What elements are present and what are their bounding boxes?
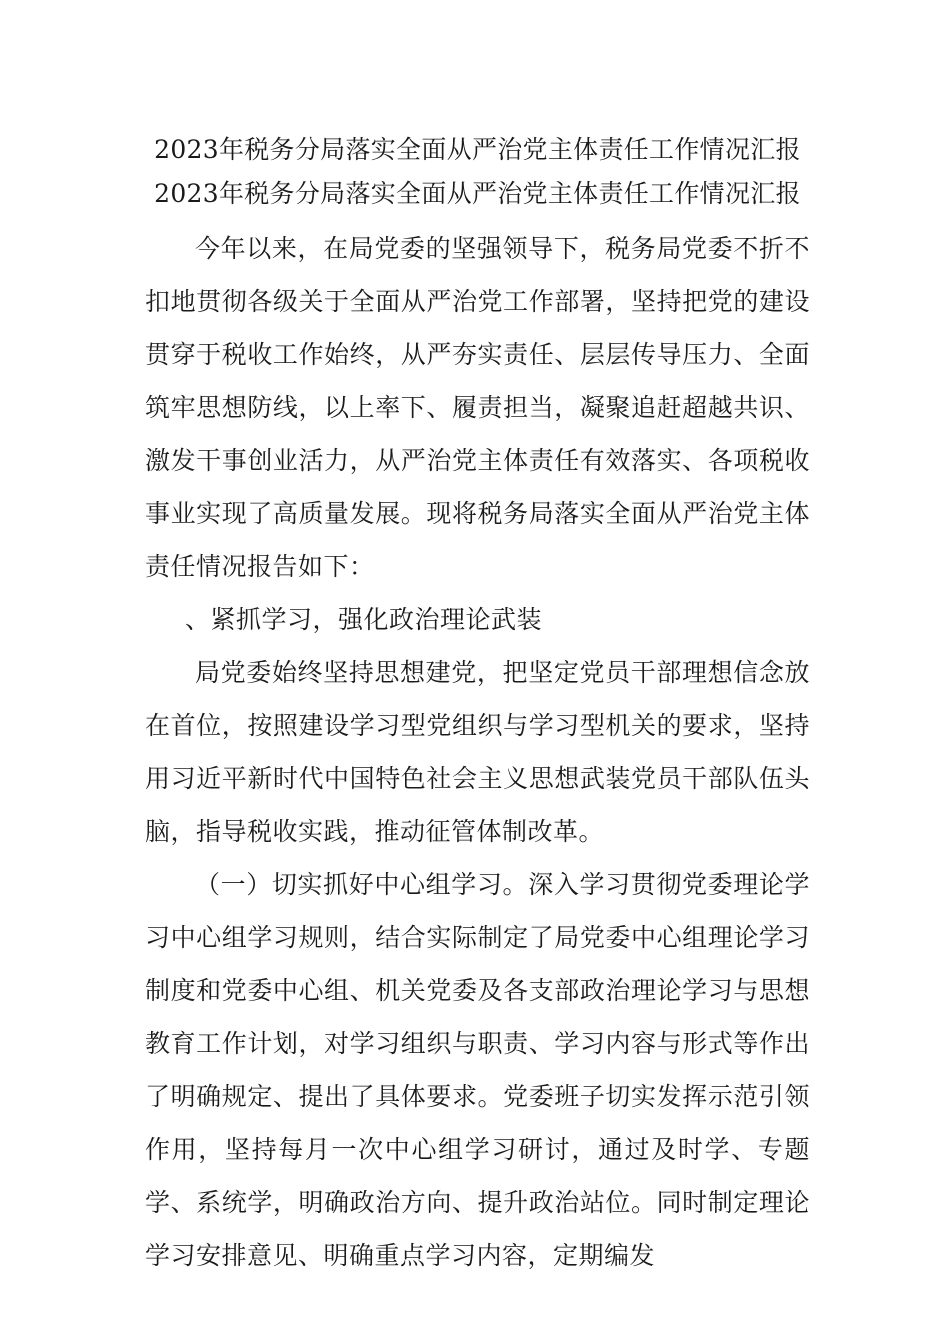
document-title: 2023年税务分局落实全面从严治党主体责任工作情况汇报 — [154, 135, 801, 164]
section-heading: 、紧抓学习，强化政治理论武装 — [185, 605, 543, 634]
document-title-repeat: 2023年税务分局落实全面从严治党主体责任工作情况汇报 — [154, 179, 801, 208]
subsection-paragraph: （一）切实抓好中心组学习。深入学习贯彻党委理论学习中心组学习规则，结合实际制定了局党委中心组理论学习制度和党委中心组、机关党委及各支部政治理论学习与思想教育工作计划，对学习组织与职责、学习内容与形式等作出了明确规定、提出了具体要求。党委班子切实发挥示范引领作用，坚持每月一次中心组学习研讨，通过及时学、专题学、系统学，明确政治方向、提升政治站位。同时制定理论学习安排意见、明确重点学习内容，定期编发 — [145, 870, 810, 1270]
intro-paragraph: 今年以来，在局党委的坚强领导下，税务局党委不折不扣地贯彻各级关于全面从严治党工作部署，坚持把党的建设贯穿于税收工作始终，从严夯实责任、层层传导压力、全面筑牢思想防线，以上率下、履责担当，凝聚追赶超越共识、激发干事创业活力，从严治党主体责任有效落实、各项税收事业实现了高质量发展。现将税务局落实全面从严治党主体责任情况报告如下： — [145, 234, 810, 581]
document-body — [145, 128, 810, 1282]
section-paragraph: 局党委始终坚持思想建党，把坚定党员干部理想信念放在首位，按照建设学习型党组织与学习型机关的要求，坚持用习近平新时代中国特色社会主义思想武装党员干部队伍头脑，指导税收实践，推动征管体制改革。 — [145, 658, 810, 846]
